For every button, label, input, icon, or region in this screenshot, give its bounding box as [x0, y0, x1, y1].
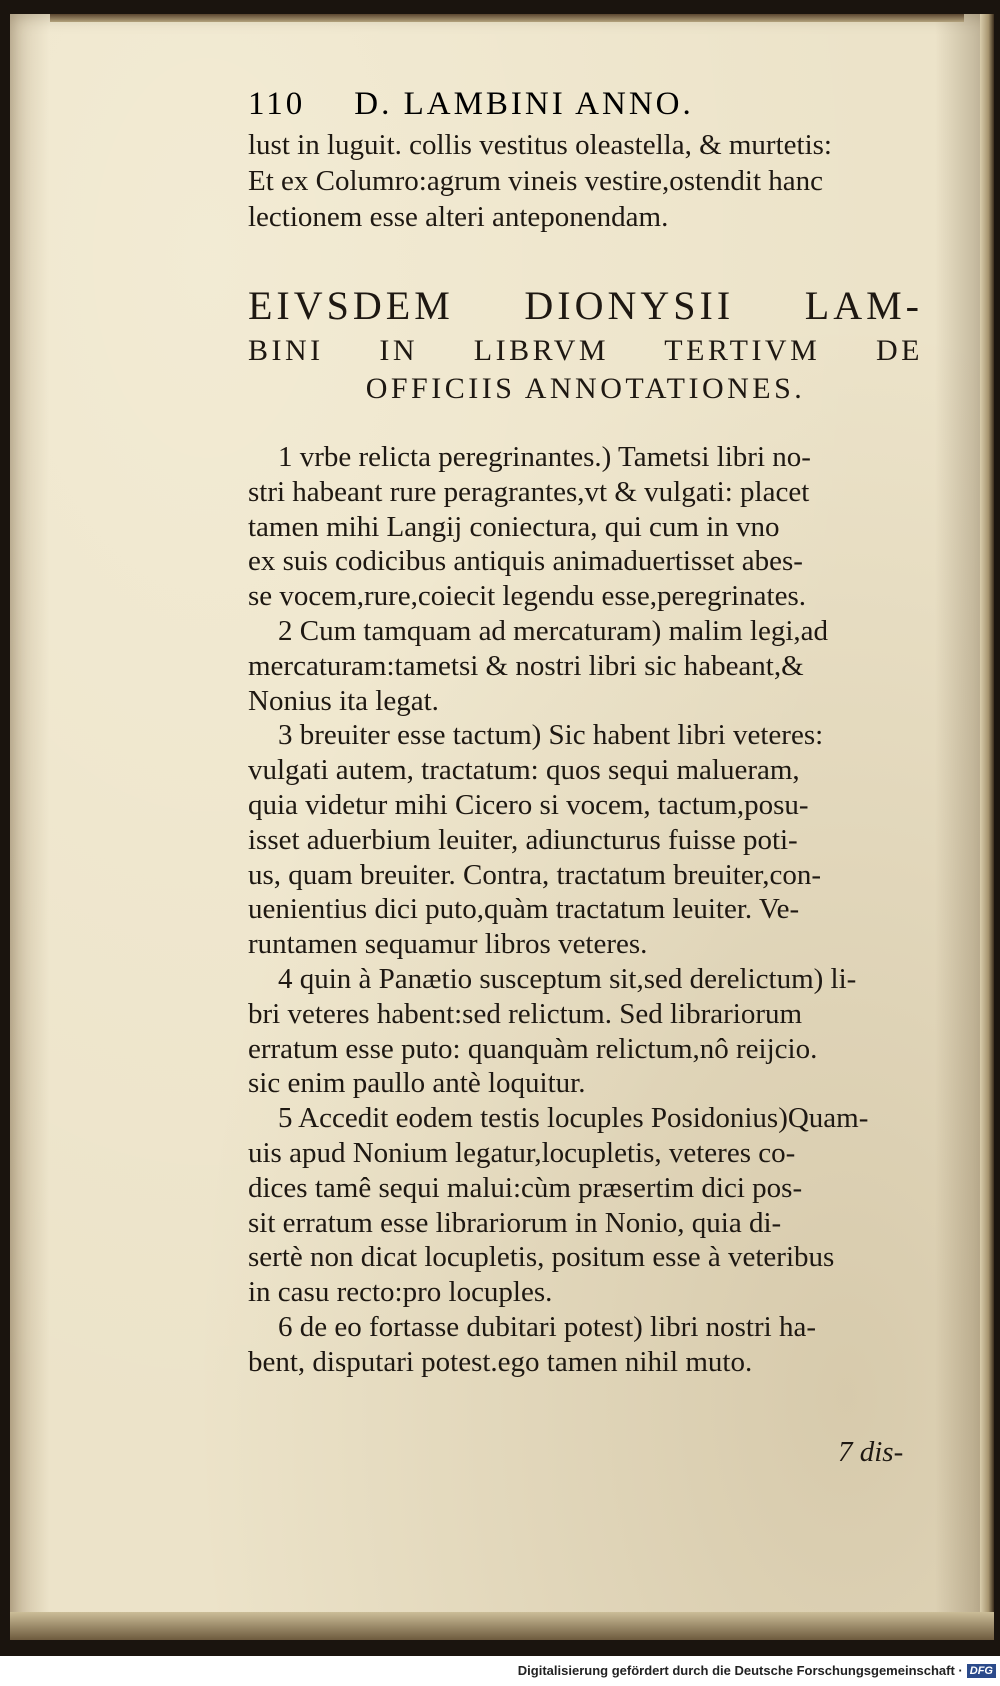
note-line: vulgati autem, tractatum: quos sequi malueram,: [248, 754, 800, 787]
note-line: mercaturam:tametsi & nostri libri sic habeant,&: [248, 649, 804, 682]
note-line: 1 vrbe relicta peregrinantes.) Tametsi libri no-: [278, 441, 811, 473]
running-title: D. LAMBINI ANNO.: [354, 86, 694, 122]
note-line: quia videtur mihi Cicero si vocem, tactum,posu-: [248, 788, 809, 821]
intro-line: lectionem esse alteri anteponendam.: [248, 200, 669, 233]
note-line: stri habeant rure peragrantes,vt & vulgati: placet: [248, 475, 810, 508]
note-line: 6 de eo fortasse dubitari potest) libri nostri ha-: [278, 1310, 816, 1343]
section-title-line-3: OFFICIIS ANNOTATIONES.: [365, 372, 806, 405]
note-line: sic enim paullo antè loquitur.: [248, 1067, 586, 1100]
note-line: isset aduerbium leuiter, adiuncturus fuisse poti-: [248, 823, 798, 856]
note-line: uis apud Nonium legatur,locupletis, veteres co-: [248, 1136, 796, 1169]
annotations-list: [248, 440, 948, 1380]
note-line: runtamen sequamur libros veteres.: [248, 928, 648, 961]
note-line: in casu recto:pro locuples.: [248, 1276, 553, 1309]
section-title-line-2: BINI IN LIBRVM TERTIVM DE: [248, 334, 923, 367]
intro-line: lust in luguit. collis vestitus oleastella, & murtetis:: [248, 129, 832, 161]
page-number: 110: [248, 86, 306, 122]
note-line: 3 breuiter esse tactum) Sic habent libri veteres:: [278, 719, 824, 752]
note-line: us, quam breuiter. Contra, tractatum breuiter,con-: [248, 858, 822, 891]
dfg-logo[interactable]: DFG: [967, 1664, 996, 1678]
page-top-shadow: [50, 14, 964, 22]
note-line: 4 quin à Panætio susceptum sit,sed derelictum) li-: [278, 962, 857, 995]
footer-credit: Digitalisierung gefördert durch die Deutsche Forschungsgemeinschaft ·: [517, 1663, 963, 1678]
note-line: bri veteres habent:sed relictum. Sed librariorum: [248, 997, 803, 1030]
intro-line: Et ex Columro:agrum vineis vestire,ostendit hanc: [248, 164, 824, 197]
intro-paragraph: [248, 128, 948, 235]
digitization-footer: [0, 1656, 1000, 1686]
note-line: 5 Accedit eodem testis locuples Posidonius)Quam-: [278, 1102, 869, 1135]
note-line: dices tamê sequi malui:cùm præsertim dici pos-: [248, 1171, 803, 1204]
page-fore-edge: [980, 14, 994, 1640]
running-head: [248, 86, 868, 123]
note-line: ex suis codicibus antiquis animaduertisset abes-: [248, 545, 803, 578]
section-title-line-1: EIVSDEM DIONYSII LAM-: [248, 283, 923, 328]
note-line: bent, disputari potest.ego tamen nihil muto.: [248, 1345, 753, 1378]
note-line: tamen mihi Langij coniectura, qui cum in vno: [248, 510, 780, 543]
note-line: se vocem,rure,coiecit legendu esse,peregrinates.: [248, 580, 806, 613]
page-bottom-edge: [10, 1612, 994, 1640]
catchword: 7 dis-: [838, 1436, 904, 1468]
note-line: 2 Cum tamquam ad mercaturam) malim legi,ad: [278, 614, 829, 647]
note-line: erratum esse puto: quanquàm relictum,nô reijcio.: [248, 1032, 818, 1065]
note-line: uenientius dici puto,quàm tractatum leuiter. Ve-: [248, 893, 800, 926]
note-line: sit erratum esse librariorum in Nonio, quia di-: [248, 1206, 782, 1239]
note-line: Nonius ita legat.: [248, 684, 439, 717]
note-line: sertè non dicat locupletis, positum esse à veteribus: [248, 1241, 835, 1274]
